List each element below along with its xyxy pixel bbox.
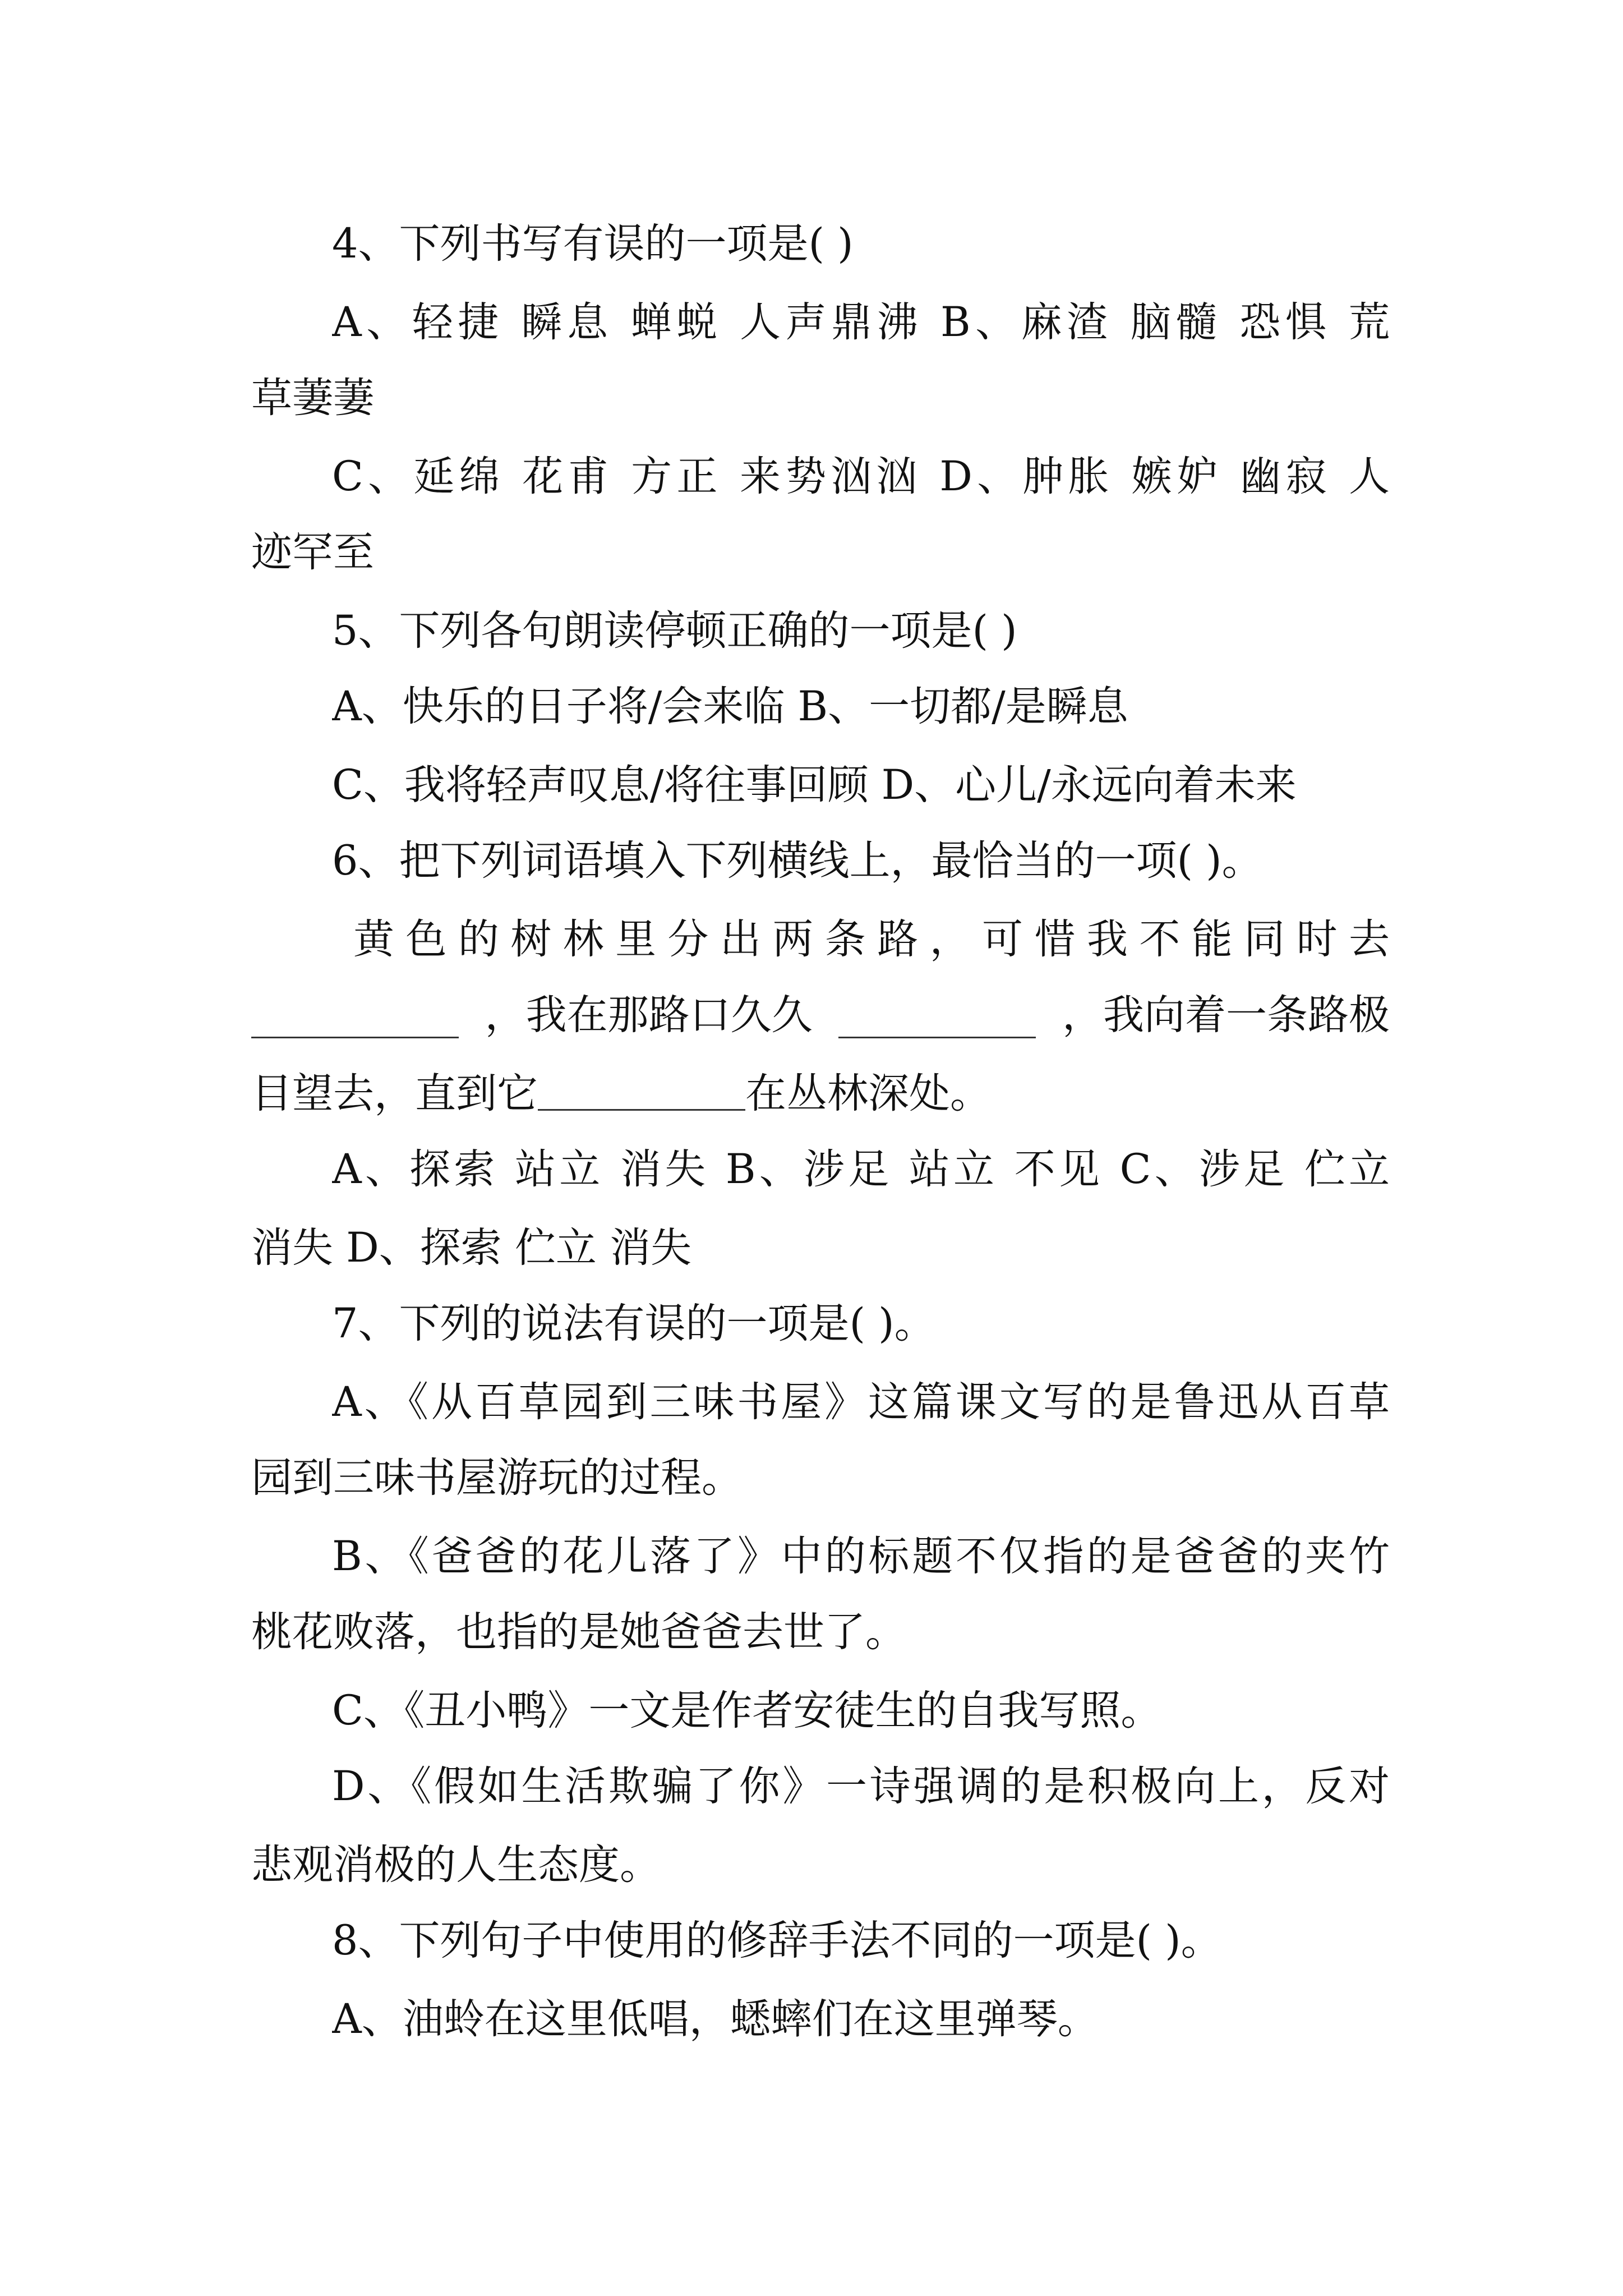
q7-option-c-line1: C、《丑小鸭》一文是作者安徒生的自我写照。 [332,1687,1162,1734]
q7-option-d-line1: D、《假如生活欺骗了你》一诗强调的是积极向上，反对 [332,1763,1390,1810]
q6-passage-line3 [251,1055,1390,1133]
q6-passage-line2-b: ，我向着一条路极 [1062,991,1390,1039]
answer-blank-1[interactable] [251,993,459,1038]
answer-blank-3[interactable] [538,1065,745,1111]
q6-options-line1: A、探索 站立 消失 B、涉足 站立 不见 C、涉足 伫立 [332,1145,1390,1193]
q5-stem: 5、下列各句朗读停顿正确的一项是( ) [332,607,1017,655]
q7-stem: 7、下列的说法有误的一项是( )。 [332,1300,935,1347]
q8-option-a-line1: A、油蛉在这里低唱，蟋蟀们在这里弹琴。 [332,1995,1099,2043]
q5-options-line1: A、快乐的日子将/会来临 B、一切都/是瞬息 [332,683,1128,730]
q6-passage-line2-a: ，我在那路口久久 [485,991,813,1039]
answer-blank-2[interactable] [838,993,1036,1038]
q7-option-b-line2: 桃花败落，也指的是她爸爸去世了。 [251,1608,906,1656]
q8-stem: 8、下列句子中使用的修辞手法不同的一项是( )。 [332,1917,1222,1964]
q6-stem: 6、把下列词语填入下列横线上，最恰当的一项( )。 [332,837,1263,885]
q6-passage-line3-a: 目望去，直到它 [251,1070,538,1117]
q5-options-line2: C、我将轻声叹息/将往事回顾 D、心儿/永远向着未来 [332,761,1297,809]
q4-options-line3: C、延绵 花甫 方正 来势汹汹 D、肿胀 嫉妒 幽寂 人 [332,453,1390,500]
q7-option-a-line1: A、《从百草园到三味书屋》这篇课文写的是鲁迅从百草 [332,1378,1390,1426]
q7-option-b-line1: B、《爸爸的花儿落了》中的标题不仅指的是爸爸的夹竹 [332,1533,1390,1580]
q6-passage-line2 [251,976,1390,1055]
q7-option-d-line2: 悲观消极的人生态度。 [251,1841,661,1889]
q4-options-line2: 草萋萋 [251,374,374,422]
q6-passage-line3-b: 在丛林深处。 [745,1070,991,1117]
q6-options-line2: 消失 D、探索 伫立 消失 [251,1224,692,1272]
q6-passage-line1: 黄色的树林里分出两条路，可惜我不能同时去 [353,915,1390,963]
q7-option-a-line2: 园到三味书屋游玩的过程。 [251,1454,743,1502]
q4-options-line1: A、轻捷 瞬息 蝉蜕 人声鼎沸 B、麻渣 脑髓 恐惧 荒 [332,298,1390,346]
q4-options-line4: 迹罕至 [251,528,374,576]
q4-stem: 4、下列书写有误的一项是( ) [332,220,854,268]
